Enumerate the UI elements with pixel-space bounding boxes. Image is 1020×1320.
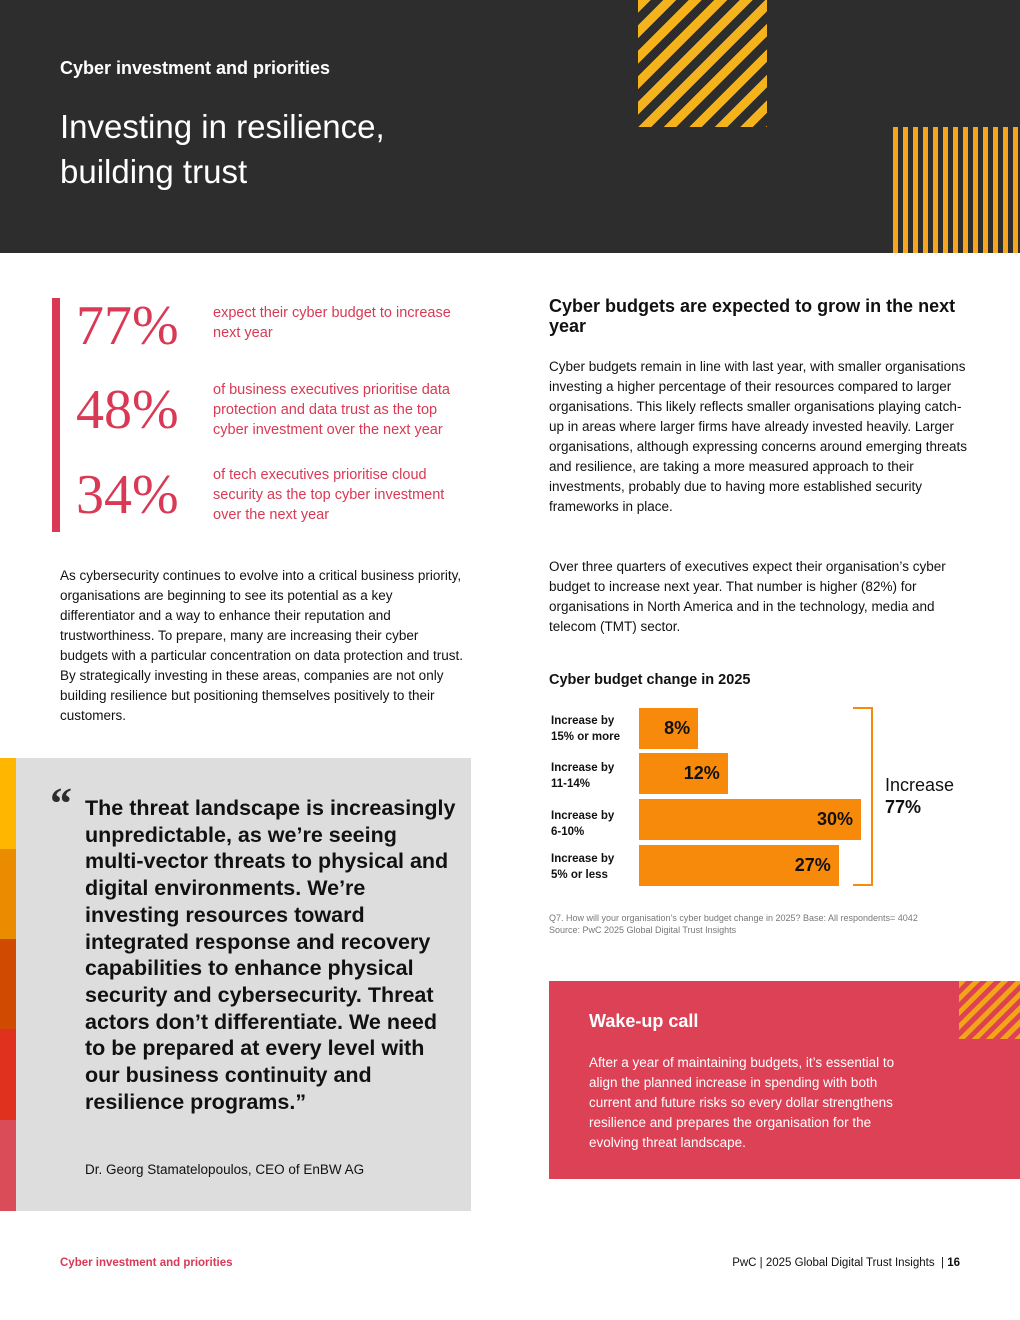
quote-attribution: Dr. Georg Stamatelopoulos, CEO of EnBW AG [85, 1162, 365, 1177]
quote-mark-icon: “ [50, 779, 72, 828]
diagonal-stripes-decoration [638, 0, 767, 127]
category-label-line: 6-10% [551, 826, 585, 838]
chart-category-label [551, 851, 614, 883]
body-paragraph: Over three quarters of executives expect their organisation’s cyber budget to increase next year. That number is higher (82%) for organisations in North America and in the technology, media and telecom (TMT) sector. [549, 559, 946, 634]
card-stripes-decoration [959, 981, 1020, 1039]
category-label-line: 15% or more [551, 731, 621, 743]
category-label-line: Increase by [551, 762, 615, 774]
footer-publication [732, 1257, 960, 1269]
category-label-line: Increase by [551, 853, 615, 865]
card-text: After a year of maintaining budgets, it’s essential to align the planned increase in spending with both current and future risks so every dollar strengthens resilience and prepares the organisation for the evolving threat landscape. [589, 1055, 895, 1150]
total-bracket [853, 707, 873, 886]
section-kicker: Cyber investment and priorities [60, 58, 331, 78]
category-label-line: 5% or less [551, 869, 608, 881]
chart-title: Cyber budget change in 2025 [549, 672, 751, 688]
quote-text: The threat landscape is increasingly unpredictable, as we’re seeing multi-vector threats to physical and digital environments. We’re investing resources toward integrated response and recovery capabilities to enhance physical security and cybersecurity. Threat actors don’t differentiate. We need to be prepared at every level with our business continuity and resilience programs.” [85, 796, 456, 1114]
section-heading: Cyber budgets are expected to grow in the next year [549, 296, 956, 336]
page-title: Investing in resilience, building trust [60, 108, 385, 190]
chart-question-note: Q7. How will your organisation’s cyber budget change in 2025? Base: All respondents= 4042 [549, 913, 918, 923]
page-number: 16 [947, 1257, 960, 1269]
footer-separator: | [937, 1257, 948, 1269]
wake-up-card [549, 981, 1020, 1179]
chart-value-label: 12% [683, 763, 720, 783]
chart-value-label: 30% [816, 809, 853, 829]
intro-paragraph: As cybersecurity continues to evolve into a critical business priority, organisations are beginning to see its potential as a key differentiator and a way to enhance their reputation and trustworthiness. To prepare, many are increasing their cyber budgets with a particular concentration on data protection and trust. By strategically investing in these areas, companies are not only building resilience but positioning themselves positively to their customers. [60, 568, 463, 723]
category-label-line: Increase by [551, 715, 615, 727]
chart-category-label [551, 808, 614, 840]
vertical-stripes-decoration [893, 127, 1020, 253]
quote-color-strip [0, 1029, 16, 1120]
category-label-line: Increase by [551, 810, 615, 822]
stat-value: 77% [76, 295, 179, 357]
quote-color-strip [0, 939, 16, 1029]
stat-description: expect their cyber budget to increase next year [213, 305, 451, 341]
body-paragraph: Cyber budgets remain in line with last year, with smaller organisations investing a higher percentage of their resources compared to larger organisations. This likely reflects smaller organisations playing catch-up in areas where larger firms have already invested heavily. Larger organisations, although expressing concerns around emerging threats and resilience, are taking a more measured approach to their investments, probably due to having more established security frameworks in place. [549, 359, 968, 514]
quote-color-strip [0, 849, 16, 939]
chart-category-label [551, 760, 614, 792]
stats-accent-bar [52, 298, 60, 532]
quote-color-strip [0, 758, 16, 849]
total-value: 77% [885, 797, 922, 817]
stat-description: of tech executives prioritise cloud security as the top cyber investment over the next year [213, 467, 445, 523]
chart-source-note: Source: PwC 2025 Global Digital Trust Insights [549, 925, 737, 935]
chart-value-label: 27% [794, 855, 831, 875]
category-label-line: 11-14% [551, 778, 591, 790]
card-title: Wake-up call [589, 1011, 699, 1031]
stat-description: of business executives prioritise data protection and data trust as the top cyber investment over the next year [213, 382, 450, 438]
quote-color-strip [0, 1120, 16, 1211]
chart-category-label [551, 713, 620, 745]
chart-value-label: 8% [664, 718, 691, 738]
stat-value: 48% [76, 379, 179, 441]
footer-title: PwC | 2025 Global Digital Trust Insights [732, 1257, 935, 1269]
total-label: Increase [885, 775, 955, 795]
footer-section-name: Cyber investment and priorities [60, 1257, 233, 1269]
page-header [0, 0, 1020, 253]
stat-value: 34% [76, 464, 179, 526]
